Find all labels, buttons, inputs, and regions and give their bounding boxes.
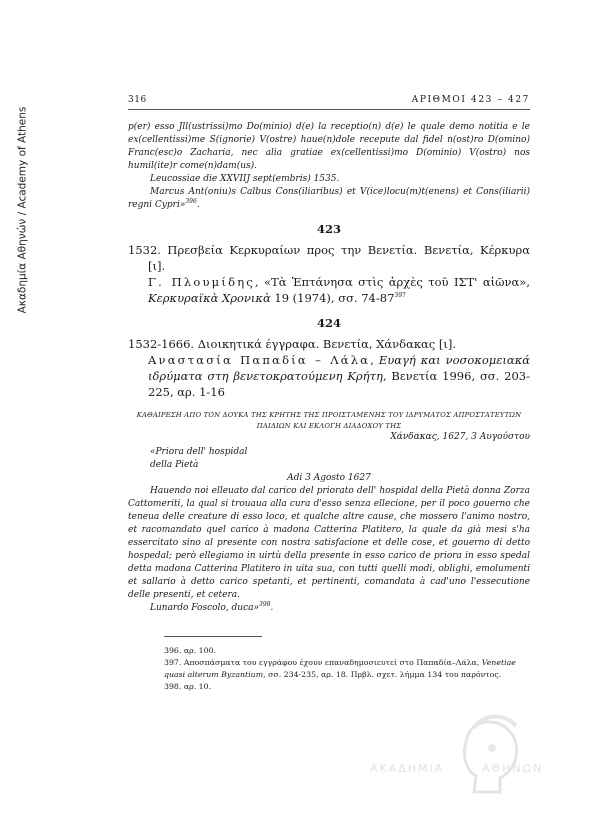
academy-watermark <box>370 710 570 800</box>
running-header <box>128 95 530 105</box>
entry-424-title: Ευαγή και νοσοκομειακά ιδρύματα στη βενετοκρατούμενη Κρήτη <box>148 353 531 383</box>
entry-423-reference: Γ. Πλουμίδης, «Τὰ Ἑπτάνησα στὶς ἀρχὲς τοῦ ΙΣΤ' αἰῶνα», Κερκυραϊκὰ Χρονικὰ 19 (1974), σσ. $74-87^{397}$ <box>148 275 530 305</box>
entry-423-journal: Κερκυραϊκὰ Χρονικὰ <box>148 291 271 305</box>
document-signature: Marcus Ant(oniu)s Calbus Cons(iliaribus) et V(ice)locu(m)t(enens) et Cons(iliarii) regni Cypri»$^{396}$. <box>128 187 530 210</box>
entry-423-heading: 1532. Πρεσβεία Κερκυραίων προς την Βενετία. Βενετία, Κέρκυρα [ι]. <box>128 243 530 273</box>
entry-424-author: Αναστασία Παπαδία – Λάλα <box>148 353 371 367</box>
entry-number-423: 423 <box>316 222 341 236</box>
document-date: Leucossiae die XXVIIJ sept(embris) 1535. <box>150 174 340 184</box>
entry-424-reference: Αναστασία Παπαδία – Λάλα, Ευαγή και νοσοκομειακά ιδρύματα στη βενετοκρατούμενη Κρήτη, Βενετία 1996, σσ. 203-225, αρ. 1-16 <box>148 353 531 399</box>
footnote-398: 398. αρ. 10. <box>164 682 212 691</box>
page-number: 316 <box>128 95 147 105</box>
watermark-text-left: ΑΚΑΔΗΜΙΑ <box>370 762 445 775</box>
document-body: Hauendo noi elleuato dal carico del priorato dell' hospidal della Pietà donna Zorza Cattomeriti, la qual si trouaua alla cura d'esso senza ellecione, per il poco gouerno che teneua delle creature di esso loco, et qualche altre cause, che mossero l'animo nostro, et racomandato quel carico à madona Catterina Platitero, la quale da già mesi s'ha essercitato sino al presente con nostra satisfacione et delle cose, et gouerno di detto hospedal; però ellegiamo in uirtù della presente in esso carico de priora in esso spedal detta madona Catterina Platitero in uita sua, con tutti quelli modi, oblighi, emolumenti et sallario à detto carico spetanti, et pertinenti, comandata à cad'uno l'essecutione delle presenti, et cetera. <box>128 486 530 600</box>
header-rule <box>128 109 530 110</box>
footnote-ref-397[interactable]: 397 <box>394 292 406 300</box>
document-title-heading: ΚΑΘΑΙΡΕΣΗ ΑΠΟ ΤΟΝ ΔΟΥΚΑ ΤΗΣ ΚΡΗΤΗΣ ΤΗΣ ΠΡΟΙΣΤΑΜΕΝΗΣ ΤΟΥ ΙΔΡΥΜΑΤΟΣ ΑΠΡΟΣΤΑΤΕΥΤΩΝ ΠΑΙΔΙΩΝ ΚΑΙ ΕΚΛΟΓΗ ΔΙΑΔΟΧΟΥ ΤΗΣ <box>136 411 522 430</box>
footnote-ref-396[interactable]: 396 <box>185 198 197 205</box>
footnotes <box>128 645 530 693</box>
document-closing: Lunardo Foscolo, duca»$^{398}$. <box>150 601 274 613</box>
footnote-rule <box>164 636 262 637</box>
athena-head-icon <box>370 710 570 800</box>
continued-document-text: p(er) esso Jll(ustrissi)mo Do(minio) d(e) la receptio(n) d(e) le quale demo notitia e le ex(cellentissi)me S(ignorie) V(ostre) haue(n)dole recepute dal fidel n(ost)ro D(omino) Franc(esc)o Zacharia, nec alia gratiae ex(cellentissi)mo D(ominio) V(ostro) nos humil(ite)r come(n)dam(us). <box>128 122 530 171</box>
watermark-text-right: ΑΘΗΝΩΝ <box>482 762 544 775</box>
entry-424-heading: 1532-1666. Διοικητικά έγγραφα. Βενετία, Χάνδακας [ι]. <box>128 337 457 351</box>
entry-423-author: Γ. Πλουμίδης <box>148 275 255 289</box>
document-dateline: Χάνδακας, 1627, 3 Αυγούστου <box>390 432 530 442</box>
archive-side-label: Ακαδημία Αθηνών / Academy of Athens <box>16 106 29 314</box>
document-opening-line-1: «Priora dell' hospidal <box>150 447 248 457</box>
footnote-397: 397. Αποσπάσματα του εγγράφου έχουν επαναδημοσιευτεί στο Παπαδία–Λάλα, Venetiae quasi alterum Byzantium, σσ. 234-235, αρ. 18. Πρβλ. σχετ. λήμμα 134 του παρόντος. <box>164 658 516 679</box>
page-content <box>128 121 530 615</box>
entry-number-424: 424 <box>316 316 341 330</box>
running-title: ΑΡΙΘΜΟΙ 423 – 427 <box>411 95 530 105</box>
footnote-ref-398[interactable]: 398 <box>259 601 271 608</box>
footnote-396: 396. αρ. 100. <box>164 646 217 655</box>
document-opening-line-2: della Pietà <box>150 460 199 470</box>
document-adi-date: Adi 3 Agosto 1627 <box>287 473 371 483</box>
